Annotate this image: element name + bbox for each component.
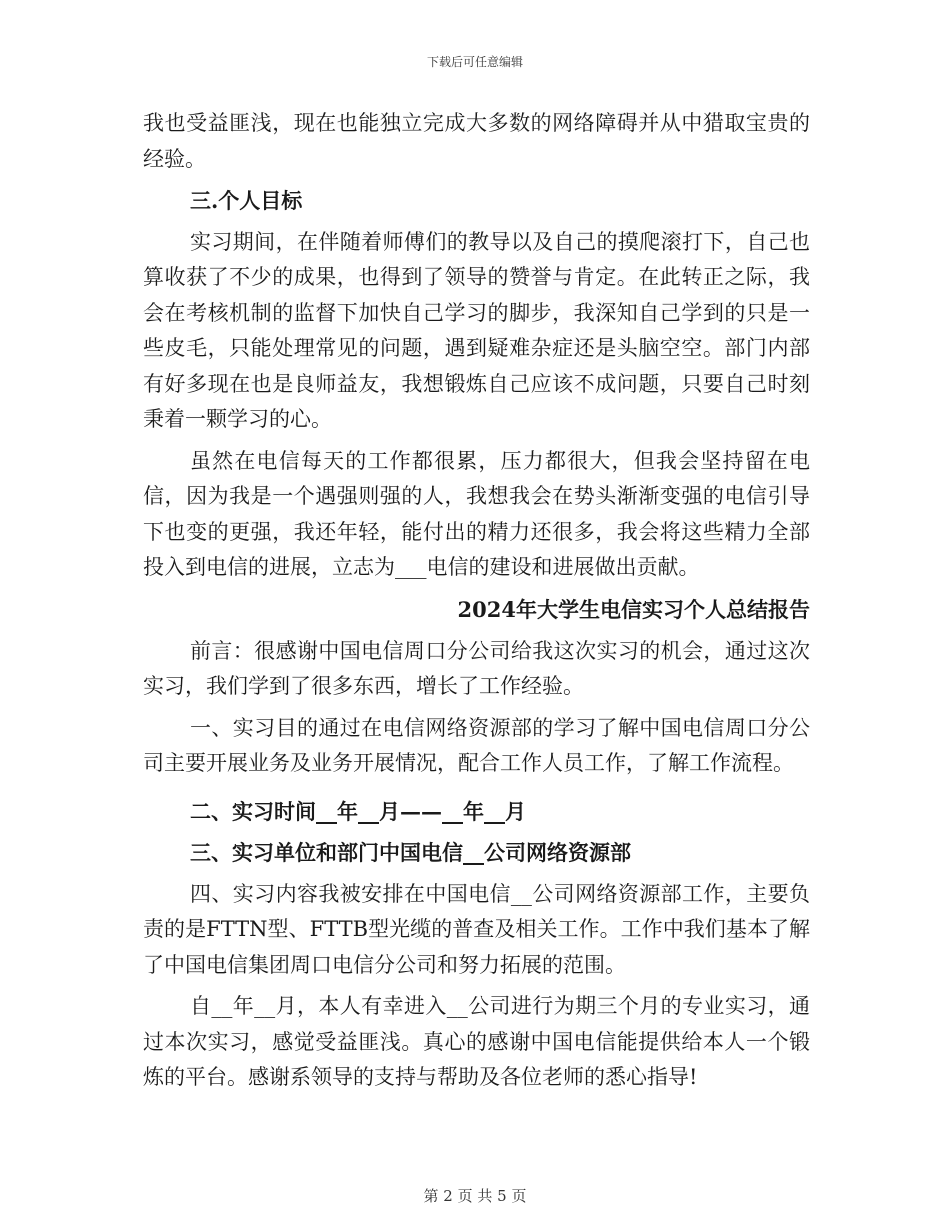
page-header-note: 下载后可任意编辑: [426, 55, 523, 69]
report-title: 2024年大学生电信实习个人总结报告: [457, 596, 810, 622]
document-body: [143, 106, 810, 1096]
paragraph-commitment: 虽然在电信每天的工作都很累，压力都很大，但我会坚持留在电信，因为我是一个遇强则强的人，我想我会在势头渐渐变强的电信引导下也变的更强，我还年轻，能付出的精力还很多，我会将这些精力全部投入到电信的进展，立志为___电信的建设和进展做出贡献。: [143, 448, 810, 579]
paragraph-preface: 前言：很感谢中国电信周口分公司给我这次实习的机会，通过这次实习，我们学到了很多东西，增长了工作经验。: [143, 638, 810, 698]
section-heading-time: 二、实习时间__年__月——__年__月: [190, 798, 526, 824]
paragraph-internship-period: 实习期间，在伴随着师傅们的教导以及自己的摸爬滚打下，自己也算收获了不少的成果，也得到了领导的赞誉与肯定。在此转正之际，我会在考核机制的监督下加快自己学习的脚步，我深知自己学到的只是一些皮毛，只能处理常见的问题，遇到疑难杂症还是头脑空空。部门内部有好多现在也是良师益友，我想锻炼自己应该不成问题，只要自己时刻秉着一颗学习的心。: [143, 229, 810, 431]
paragraph-content: 四、实习内容我被安排在中国电信__公司网络资源部工作，主要负责的是FTTN型、FTTB型光缆的普查及相关工作。工作中我们基本了解了中国电信集团周口电信分公司和努力拓展的范围。: [143, 881, 810, 977]
paragraph-purpose: 一、实习目的通过在电信网络资源部的学习了解中国电信周口分公司主要开展业务及业务开展情况，配合工作人员工作，了解工作流程。: [143, 715, 810, 775]
page-number: 第 2 页 共 5 页: [423, 1187, 527, 1205]
section-heading-personal-goals: 三.个人目标: [190, 188, 303, 213]
section-heading-unit: 三、实习单位和部门中国电信__公司网络资源部: [190, 840, 631, 865]
paragraph-continuation: 我也受益匪浅，现在也能独立完成大多数的网络障碍并从中猎取宝贵的经验。: [143, 111, 810, 171]
paragraph-thanks: 自__年__月，本人有幸进入__公司进行为期三个月的专业实习，通过本次实习，感觉受益匪浅。真心的感谢中国电信能提供给本人一个锻炼的平台。感谢系领导的支持与帮助及各位老师的悉心指导!: [143, 994, 810, 1089]
